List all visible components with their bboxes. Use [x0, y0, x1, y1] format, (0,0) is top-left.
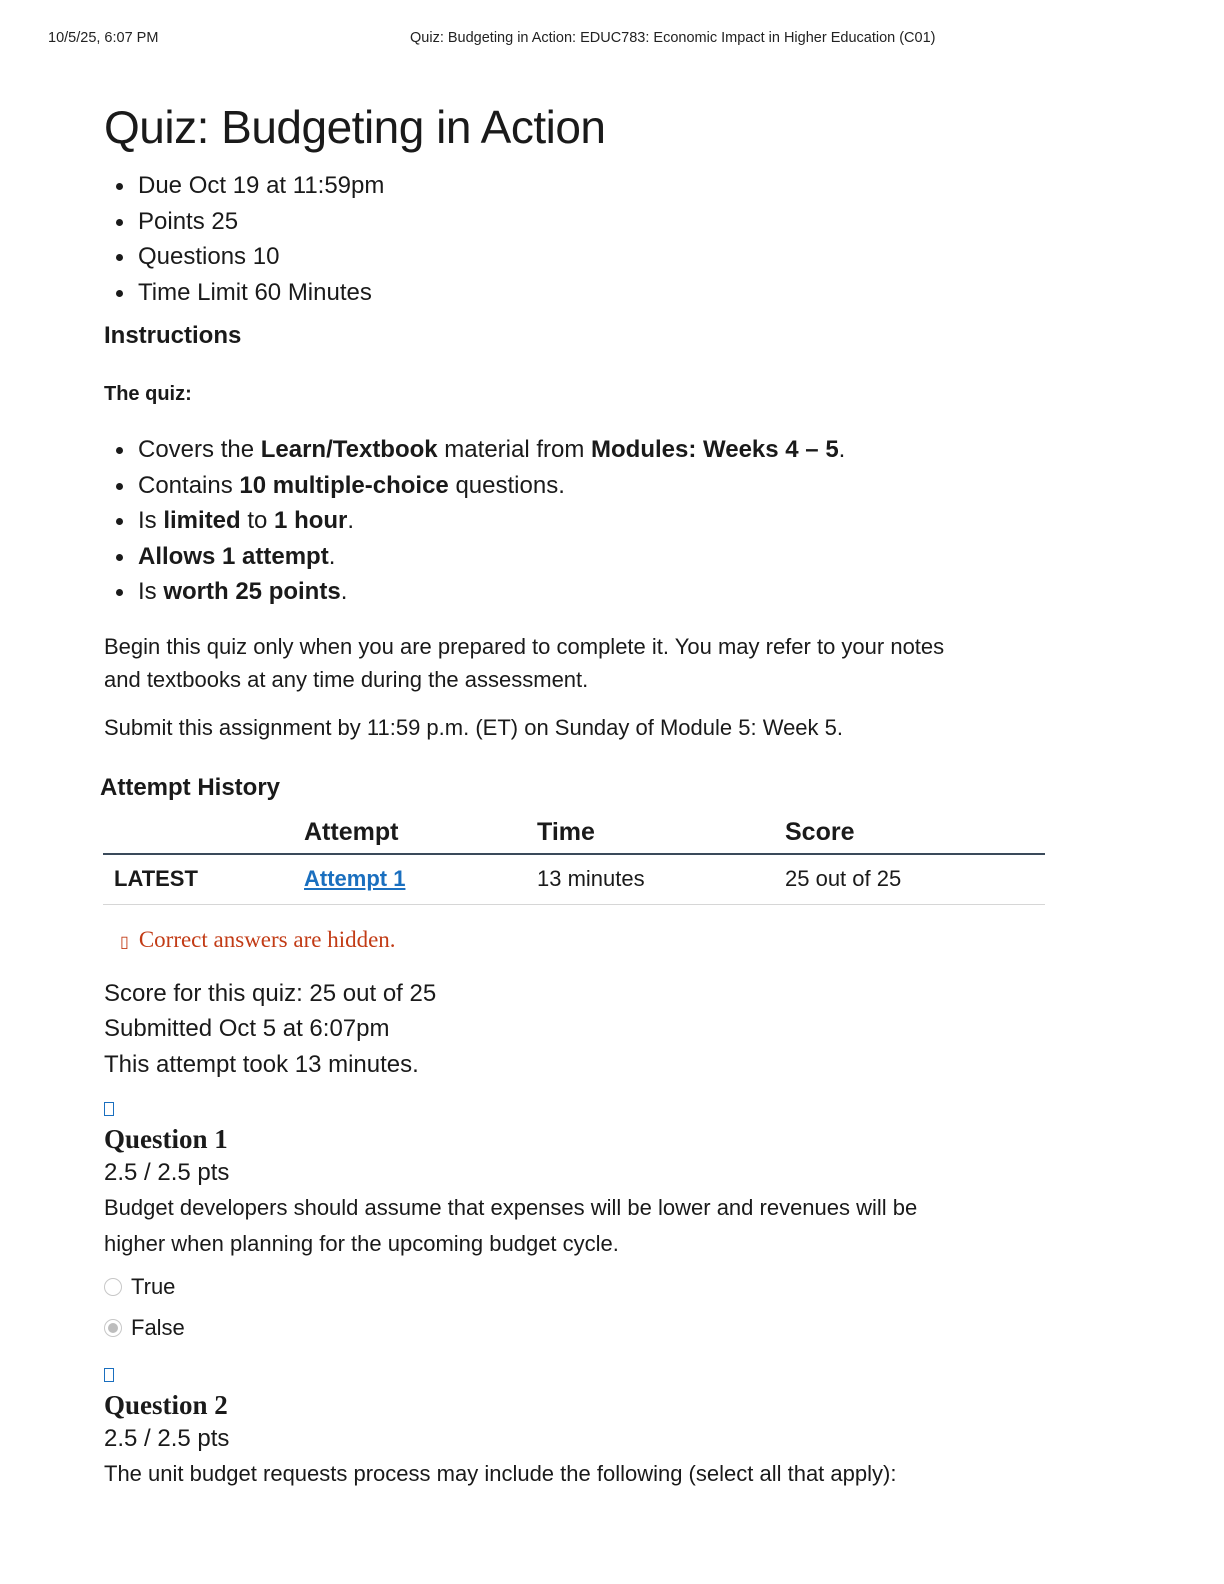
attempt-history-table — [103, 814, 1045, 905]
answer-label: False — [131, 1315, 185, 1340]
question-flag-icon[interactable] — [104, 1102, 114, 1116]
question-text: The unit budget requests process may include the following (select all that apply): — [104, 1461, 897, 1486]
attempt-score: 25 out of 25 — [785, 854, 1045, 905]
answers-hidden-notice — [120, 925, 1064, 958]
attempt-time: 13 minutes — [537, 854, 785, 905]
question-points: 2.5 / 2.5 pts — [104, 1425, 230, 1452]
latest-label: LATEST — [103, 854, 304, 905]
question-title: Question 1 — [104, 1124, 228, 1154]
table-row — [103, 854, 1045, 905]
answer-option-true[interactable] — [104, 1270, 1064, 1303]
instructions-heading: Instructions — [104, 322, 242, 349]
column-header-score: Score — [785, 814, 1045, 854]
list-item: Contains 10 multiple-choice questions. — [104, 468, 1064, 504]
begin-note: Begin this quiz only when you are prepared to complete it. You may refer to your notes and textbooks at any time during the assessment. — [104, 633, 945, 692]
quiz-questions-count: Questions 10 — [104, 239, 1064, 275]
table-header-row — [103, 814, 1045, 854]
the-quiz-label: The quiz: — [104, 383, 192, 405]
list-item: Covers the Learn/Textbook material from Modules: Weeks 4 – 5. — [104, 432, 1064, 468]
answers-hidden-text: Correct answers are hidden. — [138, 926, 396, 952]
list-item: Is worth 25 points. — [104, 574, 1064, 610]
answer-label: True — [131, 1274, 176, 1299]
quiz-time-limit: Time Limit 60 Minutes — [104, 275, 1064, 311]
print-document-title: Quiz: Budgeting in Action: EDUC783: Economic Impact in Higher Education (C01) — [410, 30, 936, 46]
question-points: 2.5 / 2.5 pts — [104, 1159, 230, 1186]
page-title: Quiz: Budgeting in Action — [104, 101, 606, 153]
print-timestamp: 10/5/25, 6:07 PM — [48, 30, 159, 46]
submitted-date: Submitted Oct 5 at 6:07pm — [104, 1015, 390, 1042]
column-header-time: Time — [537, 814, 785, 854]
submit-deadline: Submit this assignment by 11:59 p.m. (ET) on Sunday of Module 5: Week 5. — [104, 714, 843, 740]
attempt-1-link[interactable]: Attempt 1 — [304, 865, 406, 891]
column-header-attempt: Attempt — [304, 814, 537, 854]
print-header — [48, 30, 1176, 50]
answer-option-false[interactable] — [104, 1311, 1064, 1344]
quiz-meta-list — [104, 168, 1064, 310]
question-text: Budget developers should assume that expenses will be lower and revenues will be higher when planning for the upcoming budget cycle. — [104, 1195, 918, 1256]
instructions-list — [104, 432, 1064, 610]
warning-icon: ▯ — [120, 933, 129, 951]
quiz-due: Due Oct 19 at 11:59pm — [104, 168, 1064, 204]
attempt-history-heading: Attempt History — [100, 773, 281, 801]
question-title: Question 2 — [104, 1390, 228, 1420]
list-item: Is limited to 1 hour. — [104, 503, 1064, 539]
column-header-blank — [103, 814, 304, 854]
score-summary — [104, 976, 1064, 1083]
quiz-score: Score for this quiz: 25 out of 25 — [104, 979, 437, 1007]
list-item: Allows 1 attempt. — [104, 539, 1064, 575]
quiz-points: Points 25 — [104, 204, 1064, 240]
radio-unchecked-icon[interactable] — [104, 1278, 122, 1296]
quiz-content — [100, 96, 1064, 1492]
attempt-duration: This attempt took 13 minutes. — [104, 1050, 419, 1078]
question-flag-icon[interactable] — [104, 1368, 114, 1382]
radio-checked-icon[interactable] — [104, 1319, 122, 1337]
